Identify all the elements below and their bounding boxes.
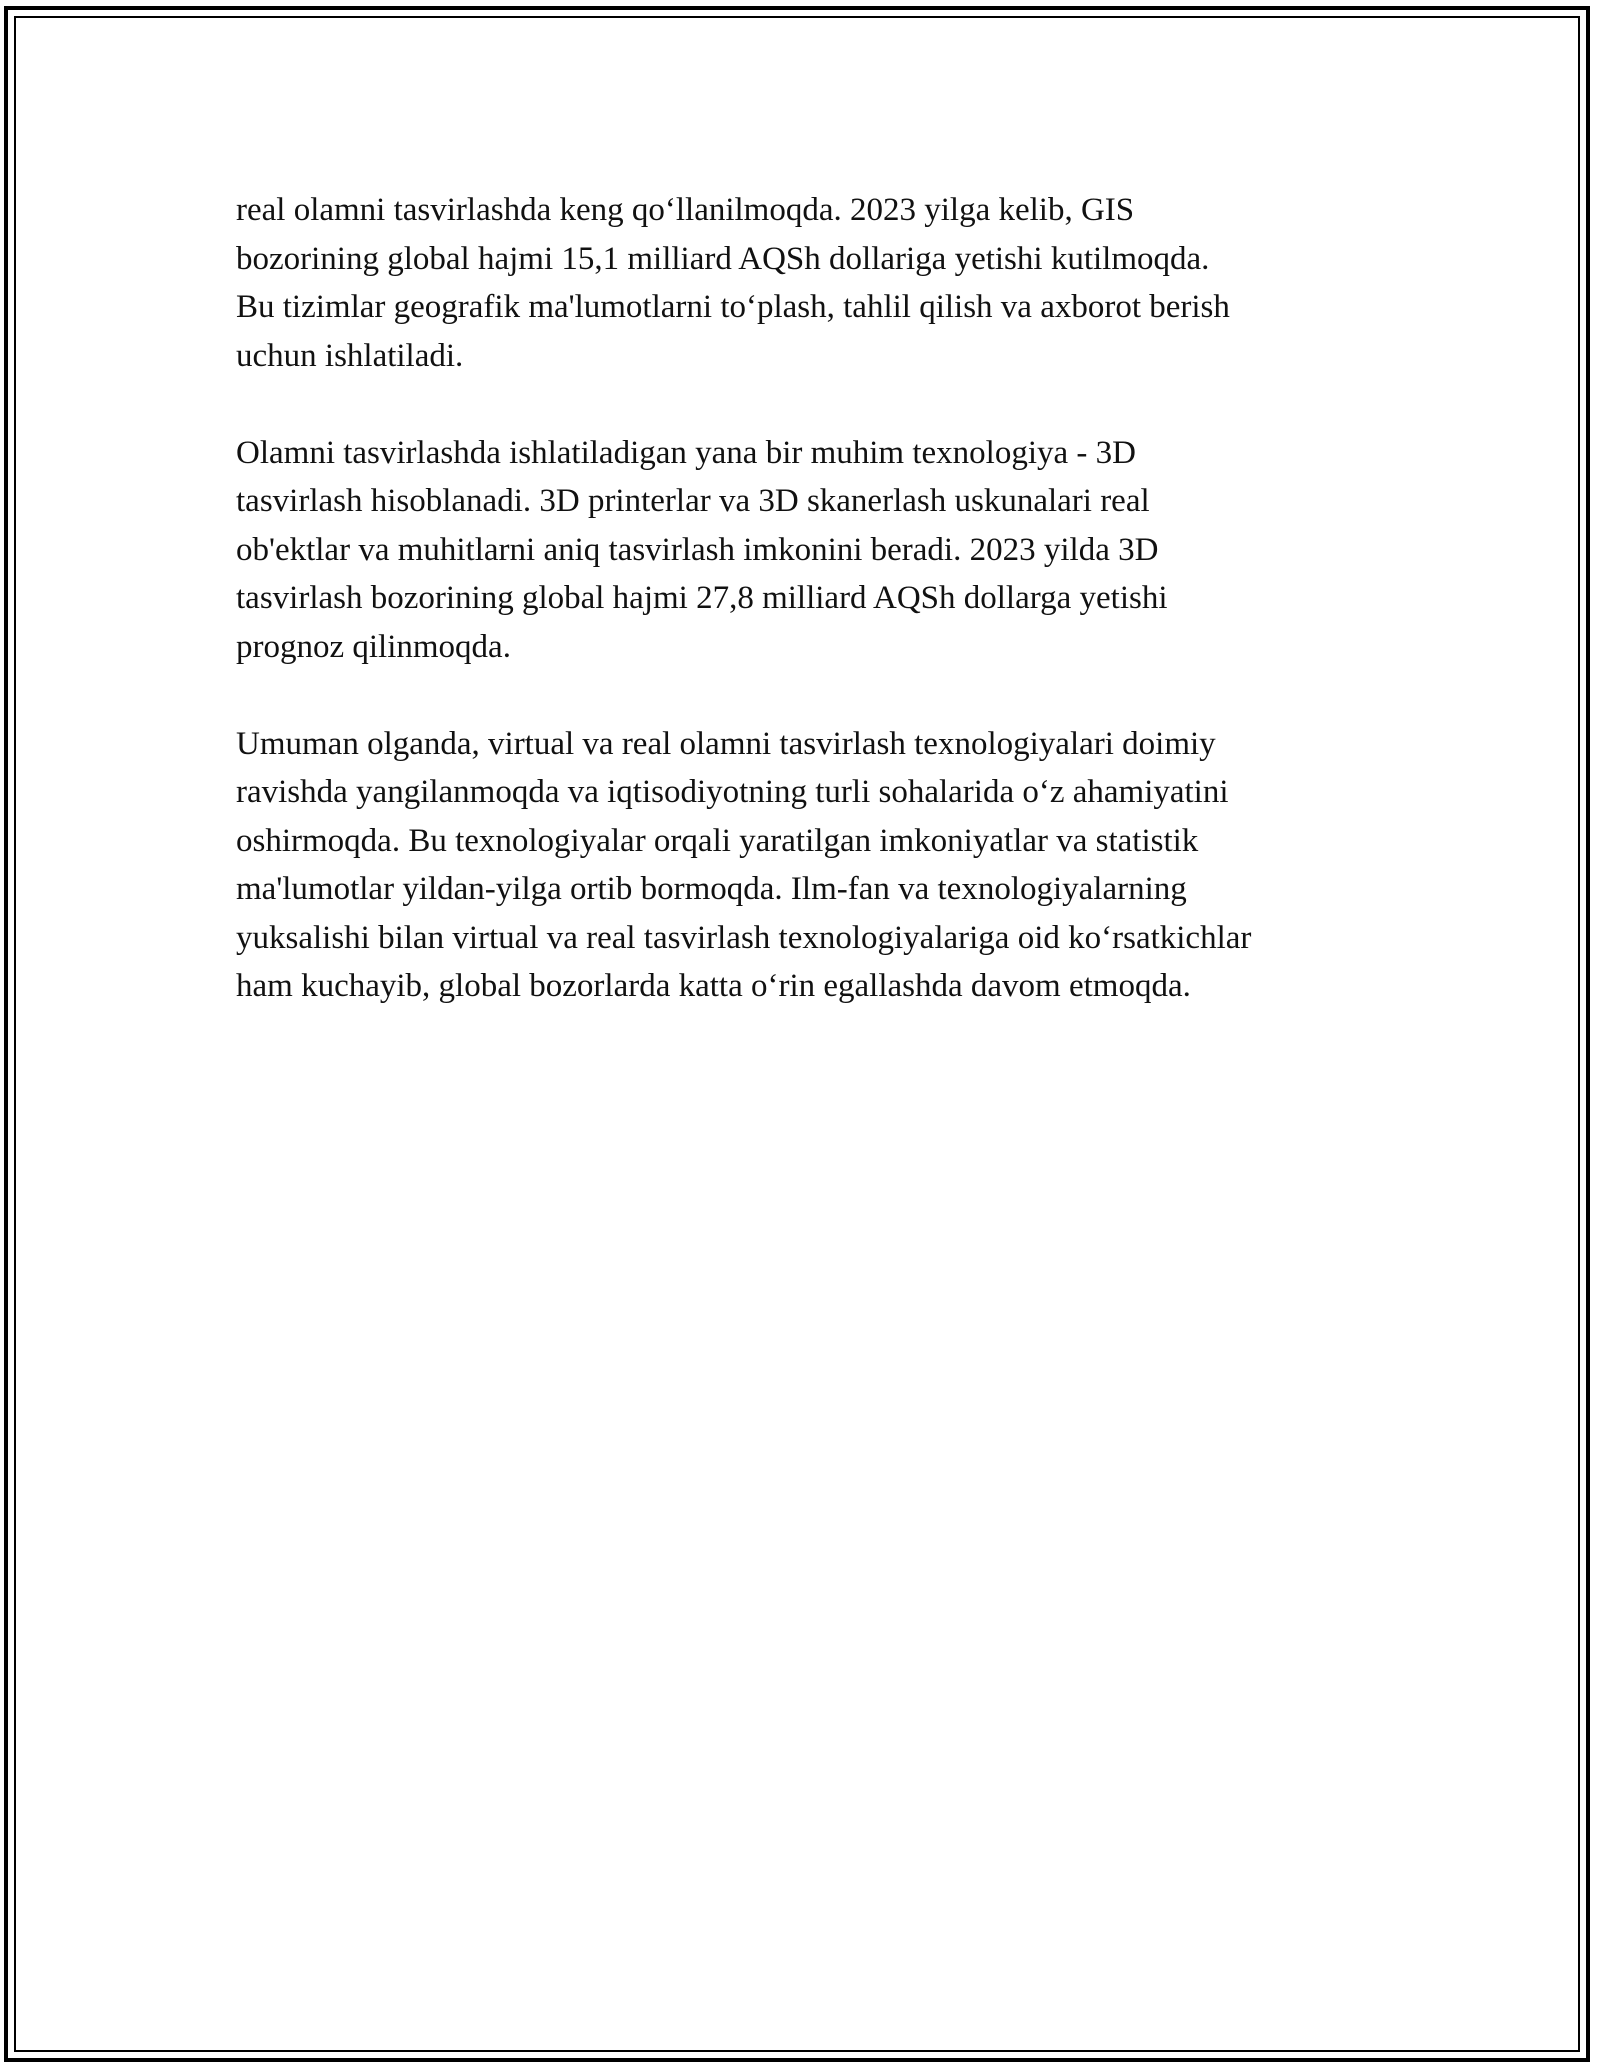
paragraph-gis bbox=[236, 186, 1386, 380]
text-line: oshirmoqda. Bu texnologiyalar orqali yaratilgan imkoniyatlar va statistik bbox=[236, 822, 1199, 859]
text-line: ma'lumotlar yildan-yilga ortib bormoqda. Ilm-fan va texnologiyalarning bbox=[236, 871, 1187, 907]
text-line: bozorining global hajmi 15,1 milliard AQSh dollariga yetishi kutilmoqda. bbox=[236, 240, 1210, 277]
paragraph-conclusion bbox=[236, 720, 1386, 1011]
text-line: Umuman olganda, virtual va real olamni tasvirlash texnologiyalari doimiy bbox=[236, 725, 1216, 762]
text-line: Bu tizimlar geografik ma'lumotlarni to‘plash, tahlil qilish va axborot berish bbox=[236, 289, 1230, 325]
text-line: tasvirlash bozorining global hajmi 27,8 milliard AQSh dollarga yetishi bbox=[236, 580, 1168, 616]
paragraph-3d-imaging bbox=[236, 429, 1386, 672]
text-line: tasvirlash hisoblanadi. 3D printerlar va 3D skanerlash uskunalari real bbox=[236, 483, 1150, 519]
text-line: ravishda yangilanmoqda va iqtisodiyotning turli sohalarida o‘z ahamiyatini bbox=[236, 774, 1229, 810]
text-line: yuksalishi bilan virtual va real tasvirlash texnologiyalariga oid ko‘rsatkichlar bbox=[236, 919, 1252, 956]
text-line: real olamni tasvirlashda keng qo‘llanilmoqda. 2023 yilga kelib, GIS bbox=[236, 192, 1135, 228]
text-line: Olamni tasvirlashda ishlatiladigan yana bir muhim texnologiya - 3D bbox=[236, 434, 1136, 471]
text-line: ob'ektlar va muhitlarni aniq tasvirlash imkonini beradi. 2023 yilda 3D bbox=[236, 531, 1159, 568]
text-line: ham kuchayib, global bozorlarda katta o‘rin egallashda davom etmoqda. bbox=[236, 968, 1191, 1004]
text-line: uchun ishlatiladi. bbox=[236, 337, 464, 374]
document-body bbox=[236, 186, 1386, 1011]
text-line: prognoz qilinmoqda. bbox=[236, 628, 511, 665]
